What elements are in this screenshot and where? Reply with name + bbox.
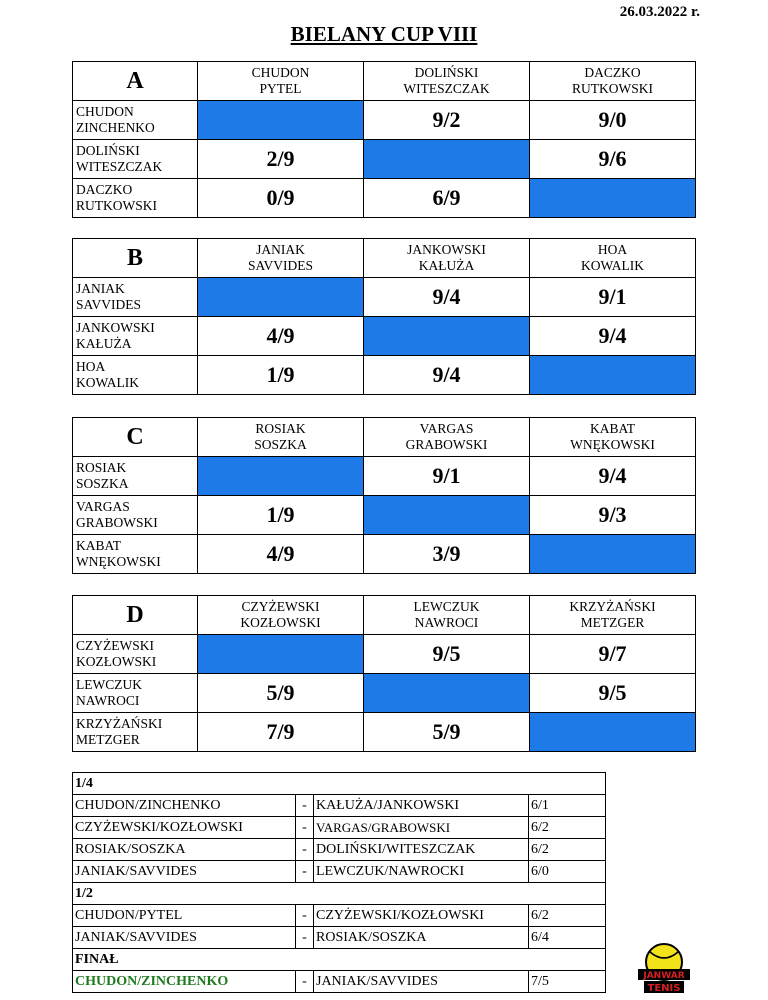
match-row — [73, 971, 606, 993]
group-a-table — [72, 61, 696, 218]
score-cell: 3/9 — [364, 535, 530, 574]
score-cell: 9/1 — [530, 278, 696, 317]
match-row — [73, 817, 606, 839]
match-score: 6/1 — [529, 795, 606, 817]
score-cell: 9/1 — [364, 457, 530, 496]
column-team: CHUDON PYTEL — [198, 62, 364, 101]
empty-cell — [364, 674, 530, 713]
row-team: HOA KOWALIK — [73, 356, 198, 395]
match-score: 6/2 — [529, 817, 606, 839]
column-team: DOLIŃSKI WITESZCZAK — [364, 62, 530, 101]
tournament-date: 26.03.2022 r. — [619, 4, 700, 20]
column-team: CZYŻEWSKI KOZŁOWSKI — [198, 596, 364, 635]
column-team: LEWCZUK NAWROCI — [364, 596, 530, 635]
group-b-table — [72, 238, 696, 395]
group-d-table — [72, 595, 696, 752]
empty-cell — [364, 140, 530, 179]
row-team: JANKOWSKI KAŁUŻA — [73, 317, 198, 356]
match-team-b: KAŁUŻA/JANKOWSKI — [314, 795, 529, 817]
group-letter: D — [73, 596, 198, 635]
group-letter: A — [73, 62, 198, 101]
empty-cell — [530, 179, 696, 218]
score-cell: 5/9 — [364, 713, 530, 752]
stage-label: 1/4 — [73, 773, 606, 795]
match-row — [73, 839, 606, 861]
match-team-a: CZYŻEWSKI/KOZŁOWSKI — [73, 817, 296, 839]
empty-cell — [530, 713, 696, 752]
column-team: VARGAS GRABOWSKI — [364, 418, 530, 457]
row-team: LEWCZUK NAWROCI — [73, 674, 198, 713]
match-separator: - — [296, 927, 314, 949]
match-score: 6/0 — [529, 861, 606, 883]
row-team: KABAT WNĘKOWSKI — [73, 535, 198, 574]
score-cell: 9/6 — [530, 140, 696, 179]
match-team-a: CHUDON/ZINCHENKO — [73, 795, 296, 817]
match-separator: - — [296, 861, 314, 883]
score-cell: 1/9 — [198, 356, 364, 395]
match-row — [73, 927, 606, 949]
row-team: KRZYŻAŃSKI METZGER — [73, 713, 198, 752]
empty-cell — [530, 356, 696, 395]
score-cell: 9/5 — [530, 674, 696, 713]
column-team: JANIAK SAVVIDES — [198, 239, 364, 278]
column-team: JANKOWSKI KAŁUŻA — [364, 239, 530, 278]
score-cell: 9/4 — [364, 356, 530, 395]
score-cell: 0/9 — [198, 179, 364, 218]
match-row — [73, 795, 606, 817]
page-title-text: BIELANY CUP VIII — [290, 22, 478, 46]
score-cell: 7/9 — [198, 713, 364, 752]
match-separator: - — [296, 839, 314, 861]
logo-text-top: JANWAR — [643, 971, 685, 981]
score-cell: 6/9 — [364, 179, 530, 218]
match-team-b: DOLIŃSKI/WITESZCZAK — [314, 839, 529, 861]
row-team: DACZKO RUTKOWSKI — [73, 179, 198, 218]
score-cell: 4/9 — [198, 317, 364, 356]
match-team-a: ROSIAK/SOSZKA — [73, 839, 296, 861]
score-cell: 1/9 — [198, 496, 364, 535]
score-cell: 9/4 — [530, 457, 696, 496]
row-team: JANIAK SAVVIDES — [73, 278, 198, 317]
empty-cell — [364, 317, 530, 356]
match-score: 6/2 — [529, 905, 606, 927]
match-team-b: LEWCZUK/NAWROCKI — [314, 861, 529, 883]
row-team: CHUDON ZINCHENKO — [73, 101, 198, 140]
column-team: KRZYŻAŃSKI METZGER — [530, 596, 696, 635]
empty-cell — [530, 535, 696, 574]
empty-cell — [198, 101, 364, 140]
row-team: ROSIAK SOSZKA — [73, 457, 198, 496]
empty-cell — [198, 278, 364, 317]
score-cell: 9/5 — [364, 635, 530, 674]
row-team: VARGAS GRABOWSKI — [73, 496, 198, 535]
match-row — [73, 905, 606, 927]
score-cell: 9/4 — [530, 317, 696, 356]
column-team: KABAT WNĘKOWSKI — [530, 418, 696, 457]
empty-cell — [198, 635, 364, 674]
match-team-b: VARGAS/GRABOWSKI — [314, 817, 529, 839]
match-separator: - — [296, 905, 314, 927]
match-team-a: CHUDON/PYTEL — [73, 905, 296, 927]
match-separator: - — [296, 817, 314, 839]
match-score: 6/2 — [529, 839, 606, 861]
logo-text-bottom: TENIS — [647, 983, 681, 994]
score-cell: 9/7 — [530, 635, 696, 674]
group-c-table — [72, 417, 696, 574]
match-score: 6/4 — [529, 927, 606, 949]
score-cell: 9/3 — [530, 496, 696, 535]
janwar-tenis-logo — [638, 942, 690, 994]
row-team: CZYŻEWSKI KOZŁOWSKI — [73, 635, 198, 674]
column-team: DACZKO RUTKOWSKI — [530, 62, 696, 101]
match-team-b: ROSIAK/SOSZKA — [314, 927, 529, 949]
match-team-b: CZYŻEWSKI/KOZŁOWSKI — [314, 905, 529, 927]
empty-cell — [364, 496, 530, 535]
score-cell: 4/9 — [198, 535, 364, 574]
match-score: 7/5 — [529, 971, 606, 993]
group-letter: C — [73, 418, 198, 457]
match-separator: - — [296, 971, 314, 993]
stage-label: FINAŁ — [73, 949, 606, 971]
match-separator: - — [296, 795, 314, 817]
knockout-results-table — [72, 772, 606, 993]
match-team-a: JANIAK/SAVVIDES — [73, 861, 296, 883]
column-team: ROSIAK SOSZKA — [198, 418, 364, 457]
score-cell: 5/9 — [198, 674, 364, 713]
match-team-a: JANIAK/SAVVIDES — [73, 927, 296, 949]
empty-cell — [198, 457, 364, 496]
column-team: HOA KOWALIK — [530, 239, 696, 278]
group-letter: B — [73, 239, 198, 278]
page-title — [0, 22, 768, 47]
match-team-b: JANIAK/SAVVIDES — [314, 971, 529, 993]
stage-label: 1/2 — [73, 883, 606, 905]
score-cell: 9/4 — [364, 278, 530, 317]
score-cell: 9/0 — [530, 101, 696, 140]
score-cell: 9/2 — [364, 101, 530, 140]
score-cell: 2/9 — [198, 140, 364, 179]
row-team: DOLIŃSKI WITESZCZAK — [73, 140, 198, 179]
match-team-a-winner: CHUDON/ZINCHENKO — [73, 971, 296, 993]
match-row — [73, 861, 606, 883]
